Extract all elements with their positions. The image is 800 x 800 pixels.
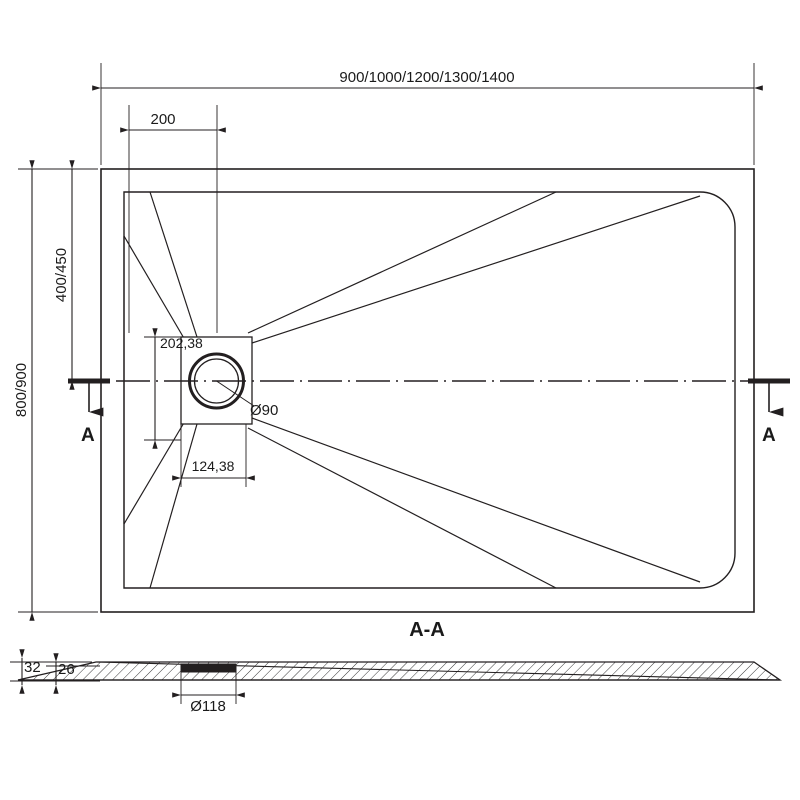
- dim-inset-200-label: 200: [150, 111, 176, 128]
- section-view: [10, 619, 780, 715]
- plan-view: [13, 63, 790, 612]
- dim-section-26-label: 26: [58, 661, 75, 678]
- dim-left-800-900-label: 800/900: [13, 362, 30, 418]
- dim-drain-diameter-label: Ø90: [250, 402, 279, 419]
- dim-top-width-label: 900/1000/1200/1300/1400: [339, 69, 515, 86]
- dim-section-32-label: 32: [24, 659, 41, 676]
- dim-section-drain-diameter-label: Ø118: [190, 698, 226, 715]
- dim-top-width: [101, 63, 754, 165]
- section-label-right: A: [762, 425, 776, 446]
- dim-left-400-450-label: 400/450: [53, 247, 70, 303]
- section-label-left: A: [81, 425, 95, 446]
- dim-drain-vertical-label: 202,38: [160, 335, 203, 351]
- dim-left-800-900: [13, 169, 98, 612]
- section-drain-notch: [181, 664, 236, 672]
- dim-left-400-450: [53, 169, 98, 381]
- dim-drain-horizontal-label: 124,38: [191, 458, 235, 474]
- section-view-title: A-A: [409, 619, 445, 641]
